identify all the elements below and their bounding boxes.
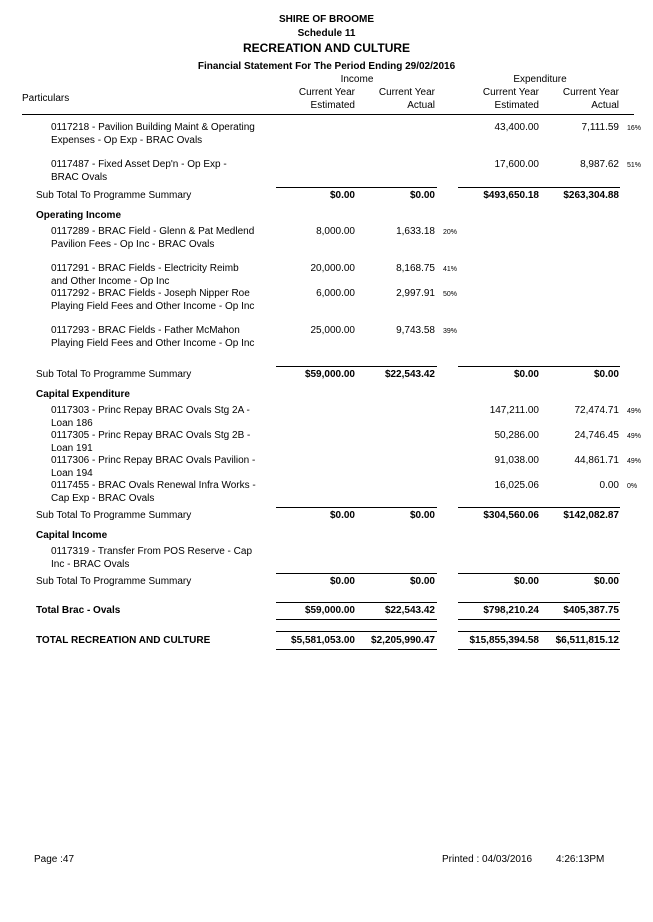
- subtotal-inc-est: $0.00: [329, 510, 355, 521]
- row-label-0117487: 0117487 - Fixed Asset Dep'n - Op Exp - BRAC Ovals: [51, 159, 227, 183]
- printed-date: Printed : 04/03/2016: [442, 854, 533, 865]
- subtotal-exp-est: $0.00: [513, 369, 539, 380]
- grand-total-label: TOTAL RECREATION AND CULTURE: [36, 635, 211, 646]
- exp-subtotal-rule: [458, 187, 620, 188]
- exp-pct-0117218: 16%: [627, 125, 642, 132]
- subtotal-exp-est: $493,650.18: [483, 190, 539, 201]
- row-label-0117218: 0117218 - Pavilion Building Maint & Operating Expenses - Op Exp - BRAC Ovals: [51, 122, 255, 146]
- page-number: Page :47: [34, 854, 75, 865]
- subtotal-exp-act: $263,304.88: [563, 190, 619, 201]
- subtotal-exp-est: $0.00: [513, 576, 539, 587]
- total-brac-inc-act: $22,543.42: [384, 605, 435, 616]
- subtotal-inc-act: $22,543.42: [384, 369, 435, 380]
- row-label-0117306: 0117306 - Princ Repay BRAC Ovals Pavilion - Loan 194: [51, 455, 256, 479]
- subtotal-inc-est: $0.00: [329, 190, 355, 201]
- total-brac-exp-est: $798,210.24: [483, 605, 539, 616]
- row-label-0117292: 0117292 - BRAC Fields - Joseph Nipper Roe Playing Field Fees and Other Income - Op Inc: [51, 288, 255, 312]
- subtotal-label: Sub Total To Programme Summary: [36, 190, 192, 201]
- subtotal-exp-act: $0.00: [593, 576, 619, 587]
- income-subtotal-rule: [276, 366, 437, 367]
- exp-act-0117455: 0.00: [599, 480, 619, 491]
- section-operating-income: Operating Income: [36, 210, 122, 221]
- inc-est-0117292: 6,000.00: [316, 288, 355, 299]
- exp-act-0117305: 24,746.45: [574, 430, 619, 441]
- subtotal-inc-act: $0.00: [409, 190, 435, 201]
- exp-est-0117306: 91,038.00: [494, 455, 539, 466]
- inc-pct-0117291: 41%: [443, 266, 458, 273]
- expenditure-header: Expenditure: [513, 74, 567, 85]
- exp-est-header: Current Year Estimated: [482, 87, 539, 111]
- exp-subtotal-rule: [458, 507, 620, 508]
- exp-total-rule: [458, 602, 620, 603]
- inc-act-0117289: 1,633.18: [396, 226, 435, 237]
- subtotal-inc-est: $0.00: [329, 576, 355, 587]
- subtotal-inc-est: $59,000.00: [304, 369, 355, 380]
- exp-act-0117487: 8,987.62: [580, 159, 619, 170]
- inc-pct-0117293: 39%: [443, 328, 458, 335]
- exp-est-0117305: 50,286.00: [494, 430, 539, 441]
- subtotal-inc-act: $0.00: [409, 510, 435, 521]
- printed-time: 4:26:13PM: [556, 854, 605, 865]
- inc-est-0117293: 25,000.00: [310, 325, 355, 336]
- org-name: SHIRE OF BROOME: [278, 14, 374, 25]
- inc-act-0117292: 2,997.91: [396, 288, 435, 299]
- row-label-0117319: 0117319 - Transfer From POS Reserve - Cap Inc - BRAC Ovals: [51, 546, 253, 570]
- grand-total-inc-act: $2,205,990.47: [371, 635, 435, 646]
- inc-est-0117291: 20,000.00: [310, 263, 355, 274]
- income-est-header: Current Year Estimated: [298, 87, 355, 111]
- income-total-underline: [276, 619, 437, 620]
- exp-grand-total-rule: [458, 631, 620, 632]
- exp-act-0117306: 44,861.71: [574, 455, 619, 466]
- inc-act-0117291: 8,168.75: [396, 263, 435, 274]
- grand-total-exp-act: $6,511,815.12: [555, 635, 619, 646]
- subtotal-exp-act: $0.00: [593, 369, 619, 380]
- inc-pct-0117292: 50%: [443, 291, 458, 298]
- exp-est-0117487: 17,600.00: [494, 159, 539, 170]
- row-label-0117455: 0117455 - BRAC Ovals Renewal Infra Works - Cap Exp - BRAC Ovals: [51, 480, 256, 504]
- exp-pct-0117455: 0%: [627, 483, 638, 490]
- exp-est-0117455: 16,025.06: [494, 480, 539, 491]
- subtotal-label: Sub Total To Programme Summary: [36, 576, 192, 587]
- row-label-0117289: 0117289 - BRAC Field - Glenn & Pat Medlend Pavilion Fees - Op Inc - BRAC Ovals: [51, 226, 255, 250]
- schedule-label: Schedule 11: [297, 28, 356, 39]
- grand-total-inc-est: $5,581,053.00: [291, 635, 355, 646]
- total-brac-exp-act: $405,387.75: [563, 605, 619, 616]
- row-label-0117291: 0117291 - BRAC Fields - Electricity Reimb and Other Income - Op Inc: [51, 263, 239, 287]
- grand-total-exp-est: $15,855,394.58: [469, 635, 539, 646]
- section-capital-expenditure: Capital Expenditure: [36, 389, 130, 400]
- exp-est-0117218: 43,400.00: [494, 122, 539, 133]
- row-label-0117303: 0117303 - Princ Repay BRAC Ovals Stg 2A - Loan 186: [51, 405, 250, 429]
- row-label-0117293: 0117293 - BRAC Fields - Father McMahon Playing Field Fees and Other Income - Op Inc: [51, 325, 255, 349]
- exp-est-0117303: 147,211.00: [489, 405, 539, 416]
- exp-subtotal-rule: [458, 366, 620, 367]
- income-subtotal-rule: [276, 507, 437, 508]
- subtotal-label: Sub Total To Programme Summary: [36, 510, 192, 521]
- income-act-header: Current Year Actual: [378, 87, 435, 111]
- subtotal-exp-est: $304,560.06: [483, 510, 539, 521]
- row-label-0117305: 0117305 - Princ Repay BRAC Ovals Stg 2B - Loan 191: [51, 430, 251, 454]
- income-subtotal-rule: [276, 187, 437, 188]
- subtotal-label: Sub Total To Programme Summary: [36, 369, 192, 380]
- exp-act-0117218: 7,111.59: [581, 122, 619, 133]
- income-header: Income: [340, 74, 374, 85]
- income-subtotal-rule: [276, 573, 437, 574]
- exp-pct-0117306: 49%: [627, 458, 642, 465]
- exp-act-header: Current Year Actual: [562, 87, 619, 111]
- header-rule: [22, 114, 634, 115]
- exp-subtotal-rule: [458, 573, 620, 574]
- period-label: Financial Statement For The Period Ending 29/02/2016: [197, 61, 456, 72]
- exp-act-0117303: 72,474.71: [574, 405, 619, 416]
- subtotal-exp-act: $142,082.87: [563, 510, 619, 521]
- inc-est-0117289: 8,000.00: [316, 226, 355, 237]
- income-grand-total-underline: [276, 649, 437, 650]
- exp-pct-0117487: 51%: [627, 162, 642, 169]
- exp-total-underline: [458, 619, 620, 620]
- total-brac-inc-est: $59,000.00: [304, 605, 355, 616]
- inc-act-0117293: 9,743.58: [396, 325, 435, 336]
- income-grand-total-rule: [276, 631, 437, 632]
- particulars-header: Particulars: [22, 93, 70, 104]
- exp-grand-total-underline: [458, 649, 620, 650]
- inc-pct-0117289: 20%: [443, 229, 458, 236]
- exp-pct-0117305: 49%: [627, 433, 642, 440]
- income-total-rule: [276, 602, 437, 603]
- section-capital-income: Capital Income: [36, 530, 108, 541]
- total-brac-label: Total Brac - Ovals: [36, 605, 121, 616]
- subtotal-inc-act: $0.00: [409, 576, 435, 587]
- exp-pct-0117303: 49%: [627, 408, 642, 415]
- report-title: RECREATION AND CULTURE: [242, 41, 411, 55]
